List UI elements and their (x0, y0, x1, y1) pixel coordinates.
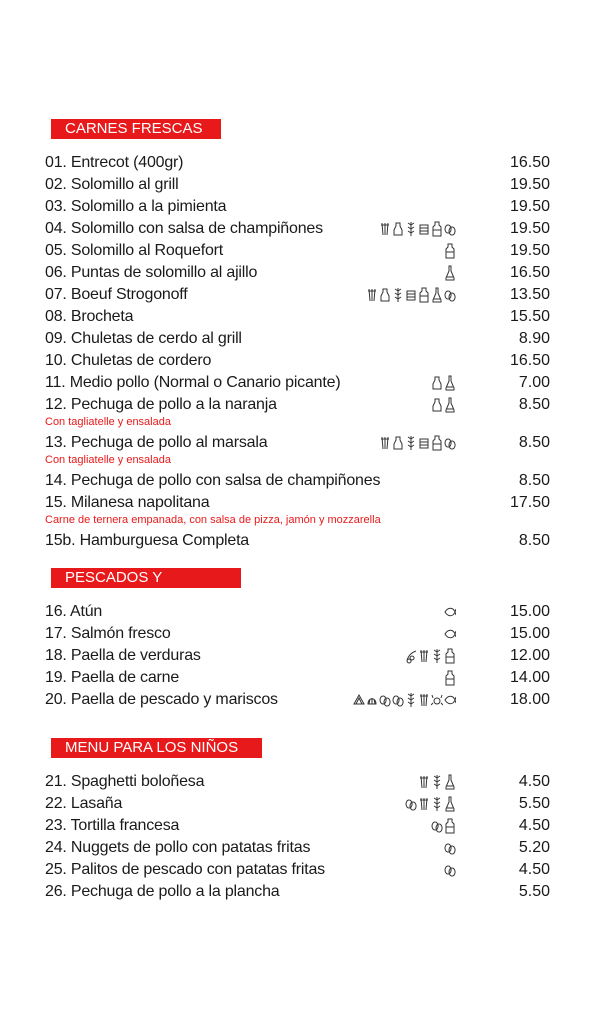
menu-item-note: Con tagliatelle y ensalada (45, 454, 171, 466)
menu-item-name: 18. Paella de verduras (45, 647, 201, 664)
menu-item (45, 432, 550, 454)
sulphite-icon (444, 796, 456, 812)
menu-item-name: 24. Nuggets de pollo con patatas fritas (45, 839, 311, 856)
shellfish-icon (366, 692, 378, 708)
menu-item-name: 26. Pechuga de pollo a la plancha (45, 883, 280, 900)
gluten-icon (405, 692, 417, 708)
allergen-icons (431, 374, 456, 392)
menu-item (45, 350, 550, 372)
menu-item-name: 13. Pechuga de pollo al marsala (45, 434, 268, 451)
allergen-icons (431, 817, 456, 835)
menu-item-name: 03. Solomillo a la pimienta (45, 198, 227, 215)
menu-item-name: 23. Tortilla francesa (45, 817, 180, 834)
menu-item-price: 8.50 (518, 434, 550, 451)
allergen-icons (353, 691, 456, 709)
mustard-icon (431, 375, 443, 391)
egg-icon (444, 435, 456, 451)
allergen-icons (379, 220, 456, 238)
fish-icon (444, 604, 456, 620)
mustard-icon (431, 397, 443, 413)
soy-icon (418, 221, 430, 237)
menu-item-name: 12. Pechuga de pollo a la naranja (45, 396, 277, 413)
menu-item-name: 22. Lasaña (45, 795, 123, 812)
allergen-icons (418, 773, 456, 791)
gluten-icon (392, 287, 404, 303)
menu-item-price: 5.50 (518, 795, 550, 812)
menu-item-price: 8.50 (518, 396, 550, 413)
menu-item-price: 15.50 (509, 308, 550, 325)
allergen-icons (444, 669, 456, 687)
menu-item (45, 492, 550, 514)
milk-icon (444, 818, 456, 834)
menu-item-name: 06. Puntas de solomillo al ajillo (45, 264, 258, 281)
egg-icon (444, 221, 456, 237)
menu-item (45, 240, 550, 262)
egg-icon (379, 692, 391, 708)
menu-item-name: 09. Chuletas de cerdo al grill (45, 330, 242, 347)
menu-item-name: 11. Medio pollo (Normal o Canario picante) (45, 374, 341, 391)
menu-item-name: 14. Pechuga de pollo con salsa de champiñones (45, 472, 381, 489)
sulphite-icon (444, 375, 456, 391)
menu-item (45, 837, 550, 859)
allergen-icons (444, 242, 456, 260)
allergen-icons (379, 434, 456, 452)
allergen-icons (405, 795, 456, 813)
section-header-pescados: PESCADOS Y PAELLAS (51, 568, 241, 588)
mustard-icon (392, 221, 404, 237)
gluten-icon (405, 435, 417, 451)
menu-item (45, 623, 550, 645)
menu-item (45, 667, 550, 689)
milk-icon (444, 243, 456, 259)
celery-icon (418, 774, 430, 790)
fish-icon (444, 626, 456, 642)
egg-icon (444, 287, 456, 303)
crab-icon (431, 692, 443, 708)
milk-icon (444, 670, 456, 686)
menu-item-name: 04. Solomillo con salsa de champiñones (45, 220, 323, 237)
section-header-ninos: MENU PARA LOS NIÑOS (51, 738, 262, 758)
menu-item (45, 470, 550, 492)
fish-icon (444, 692, 456, 708)
sulphite-icon (431, 287, 443, 303)
menu-item-name: 16. Atún (45, 603, 103, 620)
menu-item-price: 15.00 (509, 625, 550, 642)
menu-item-price: 8.90 (518, 330, 550, 347)
menu-item-name: 21. Spaghetti boloñesa (45, 773, 205, 790)
milk-icon (418, 287, 430, 303)
mustard-icon (379, 287, 391, 303)
allergen-icons (366, 286, 456, 304)
section-header-carnes: CARNES FRESCAS (51, 119, 221, 139)
allergen-icons (444, 264, 456, 282)
menu-item-price: 8.50 (518, 532, 550, 549)
menu-item-name: 07. Boeuf Strogonoff (45, 286, 188, 303)
milk-icon (431, 435, 443, 451)
allergen-icons (444, 603, 456, 621)
menu-item-name: 15. Milanesa napolitana (45, 494, 210, 511)
menu-item-note: Con tagliatelle y ensalada (45, 416, 171, 428)
menu-item-price: 4.50 (518, 861, 550, 878)
menu-item-name: 08. Brocheta (45, 308, 134, 325)
menu-item-price: 12.00 (509, 647, 550, 664)
allergen-icons (431, 396, 456, 414)
celery-icon (418, 796, 430, 812)
menu-item (45, 815, 550, 837)
menu-item-name: 19. Paella de carne (45, 669, 180, 686)
menu-item (45, 174, 550, 196)
menu-item (45, 218, 550, 240)
menu-item-price: 16.50 (509, 154, 550, 171)
menu-item-price: 8.50 (518, 472, 550, 489)
mollusc-icon (353, 692, 365, 708)
menu-item (45, 771, 550, 793)
celery-icon (379, 435, 391, 451)
menu-item (45, 262, 550, 284)
sulphite-icon (444, 265, 456, 281)
egg-icon (392, 692, 404, 708)
menu-item-price: 19.50 (509, 198, 550, 215)
menu-item-name: 02. Solomillo al grill (45, 176, 179, 193)
soy-icon (418, 435, 430, 451)
milk-icon (444, 648, 456, 664)
lupin-icon (405, 648, 417, 664)
menu-item (45, 689, 550, 711)
menu-item-price: 18.00 (509, 691, 550, 708)
menu-item-price: 15.00 (509, 603, 550, 620)
menu-item-price: 4.50 (518, 817, 550, 834)
allergen-icons (405, 647, 456, 665)
menu-item-price: 19.50 (509, 242, 550, 259)
menu-item-name: 17. Salmón fresco (45, 625, 171, 642)
menu-item-price: 19.50 (509, 176, 550, 193)
menu-item (45, 645, 550, 667)
egg-icon (444, 862, 456, 878)
milk-icon (431, 221, 443, 237)
menu-item (45, 372, 550, 394)
celery-icon (366, 287, 378, 303)
menu-item-price: 16.50 (509, 264, 550, 281)
menu-item-price: 14.00 (509, 669, 550, 686)
menu-item (45, 859, 550, 881)
allergen-icons (444, 839, 456, 857)
menu-item (45, 306, 550, 328)
egg-icon (431, 818, 443, 834)
gluten-icon (431, 774, 443, 790)
menu-item-name: 15b. Hamburguesa Completa (45, 532, 250, 549)
egg-icon (444, 840, 456, 856)
sulphite-icon (444, 774, 456, 790)
menu-item (45, 793, 550, 815)
menu-item-name: 20. Paella de pescado y mariscos (45, 691, 278, 708)
menu-item (45, 284, 550, 306)
gluten-icon (431, 796, 443, 812)
gluten-icon (405, 221, 417, 237)
menu-item-price: 17.50 (509, 494, 550, 511)
egg-icon (405, 796, 417, 812)
menu-item-note: Carne de ternera empanada, con salsa de pizza, jamón y mozzarella (45, 514, 381, 526)
menu-item (45, 530, 550, 552)
menu-item (45, 152, 550, 174)
menu-item-name: 05. Solomillo al Roquefort (45, 242, 224, 259)
menu-item-price: 7.00 (518, 374, 550, 391)
menu-item (45, 394, 550, 416)
menu-item (45, 196, 550, 218)
menu-item-price: 5.20 (518, 839, 550, 856)
celery-icon (418, 648, 430, 664)
gluten-icon (431, 648, 443, 664)
menu-item (45, 328, 550, 350)
mustard-icon (392, 435, 404, 451)
menu-item-price: 4.50 (518, 773, 550, 790)
celery-icon (379, 221, 391, 237)
menu-item-name: 10. Chuletas de cordero (45, 352, 212, 369)
menu-item (45, 601, 550, 623)
celery-icon (418, 692, 430, 708)
menu-item-price: 19.50 (509, 220, 550, 237)
menu-item (45, 881, 550, 903)
menu-item-price: 5.50 (518, 883, 550, 900)
allergen-icons (444, 625, 456, 643)
allergen-icons (444, 861, 456, 879)
menu-item-name: 01. Entrecot (400gr) (45, 154, 184, 171)
soy-icon (405, 287, 417, 303)
menu-item-name: 25. Palitos de pescado con patatas fritas (45, 861, 325, 878)
menu-item-price: 16.50 (509, 352, 550, 369)
menu-item-price: 13.50 (509, 286, 550, 303)
sulphite-icon (444, 397, 456, 413)
